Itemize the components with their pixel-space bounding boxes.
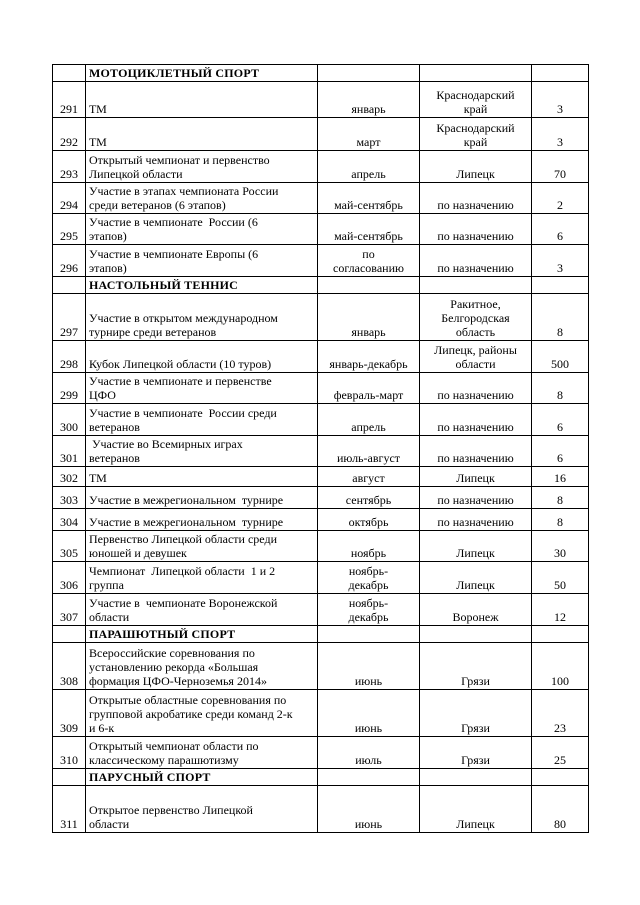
event-place-line: Грязи: [461, 753, 490, 767]
event-date: [318, 214, 420, 245]
participant-count: 6: [532, 404, 589, 436]
event-name-line: турнире среди ветеранов: [89, 325, 217, 339]
event-name-line: ТМ: [89, 471, 107, 485]
event-place: [420, 294, 532, 341]
event-date-line: ноябрь: [350, 546, 387, 560]
table-row: [53, 82, 589, 118]
row-number: 300: [53, 404, 86, 436]
table-row: [53, 404, 589, 436]
participant-count: 80: [532, 786, 589, 833]
row-number: 302: [53, 467, 86, 487]
table-row: [53, 737, 589, 769]
event-date: [318, 82, 420, 118]
event-place-line: Краснодарский: [436, 121, 515, 135]
event-date-line: май-сентябрь: [334, 229, 403, 243]
event-name: [86, 594, 318, 626]
event-name-line: Участие в чемпионате России (6: [89, 215, 258, 229]
event-place: [420, 404, 532, 436]
event-name-line: ветеранов: [89, 420, 140, 434]
event-place-line: Липецк: [456, 817, 495, 831]
participant-count: 500: [532, 341, 589, 373]
row-number: 297: [53, 294, 86, 341]
table-row: [53, 436, 589, 467]
event-name: [86, 245, 318, 277]
event-name-line: этапов): [89, 261, 127, 275]
event-name-line: Участие в межрегиональном турнире: [89, 493, 284, 507]
event-place-line: по назначению: [437, 198, 514, 212]
table-row: [53, 214, 589, 245]
event-place: [420, 562, 532, 594]
event-date: [318, 404, 420, 436]
event-place-line: Липецк: [456, 546, 495, 560]
row-number: 308: [53, 643, 86, 690]
event-place: [420, 214, 532, 245]
event-date-line: июнь: [354, 674, 383, 688]
row-number: 307: [53, 594, 86, 626]
table-row: [53, 151, 589, 183]
place-cell: [420, 65, 532, 82]
table-row: [53, 487, 589, 509]
event-name: [86, 118, 318, 151]
count-cell: [532, 65, 589, 82]
participant-count: 30: [532, 531, 589, 562]
row-number: 311: [53, 786, 86, 833]
event-date: [318, 467, 420, 487]
event-place-line: Белгородская: [441, 311, 510, 325]
section-row: [53, 65, 589, 82]
event-name-line: Липецкой области: [89, 167, 183, 181]
table-row: [53, 562, 589, 594]
event-date-line: октябрь: [348, 515, 389, 529]
event-place-line: Липецк: [456, 471, 495, 485]
event-place-line: по назначению: [437, 420, 514, 434]
event-place: [420, 245, 532, 277]
event-place-line: Грязи: [461, 674, 490, 688]
event-date-line: июль-август: [336, 451, 401, 465]
date-cell: [318, 626, 420, 643]
event-place: [420, 509, 532, 531]
event-name-line: ТМ: [89, 102, 107, 116]
row-number: 309: [53, 690, 86, 737]
event-name: [86, 183, 318, 214]
event-date: [318, 118, 420, 151]
event-name: [86, 737, 318, 769]
event-name-line: Участие в чемпионате Воронежской: [89, 596, 278, 610]
participant-count: 3: [532, 245, 589, 277]
schedule-table: [52, 64, 589, 833]
participant-count: 8: [532, 294, 589, 341]
event-place: [420, 151, 532, 183]
count-cell: [532, 277, 589, 294]
event-name-line: области: [89, 610, 130, 624]
participant-count: 100: [532, 643, 589, 690]
event-place-line: край: [463, 135, 488, 149]
event-place: [420, 118, 532, 151]
table-row: [53, 467, 589, 487]
event-name-line: Чемпионат Липецкой области 1 и 2: [89, 564, 276, 578]
event-date: [318, 509, 420, 531]
event-place: [420, 643, 532, 690]
event-date-line: декабрь: [348, 610, 389, 624]
event-place-line: Липецк, районы: [434, 343, 517, 357]
count-cell: [532, 626, 589, 643]
participant-count: 6: [532, 214, 589, 245]
participant-count: 3: [532, 82, 589, 118]
event-date-line: сентябрь: [345, 493, 392, 507]
event-name: [86, 151, 318, 183]
participant-count: 23: [532, 690, 589, 737]
table-row: [53, 118, 589, 151]
event-date-line: май-сентябрь: [334, 198, 403, 212]
event-name: [86, 404, 318, 436]
event-place: [420, 436, 532, 467]
section-row: [53, 769, 589, 786]
event-date-line: согласованию: [333, 261, 404, 275]
row-number-cell: [53, 65, 86, 82]
event-place: [420, 341, 532, 373]
participant-count: 16: [532, 467, 589, 487]
event-date: [318, 531, 420, 562]
event-date: [318, 786, 420, 833]
event-date-line: апрель: [351, 420, 386, 434]
event-place-line: Воронеж: [452, 610, 499, 624]
row-number: 299: [53, 373, 86, 404]
table-row: [53, 183, 589, 214]
row-number-cell: [53, 277, 86, 294]
event-place-line: край: [463, 102, 488, 116]
event-place: [420, 373, 532, 404]
table-row: [53, 690, 589, 737]
table-row: [53, 509, 589, 531]
event-name: [86, 786, 318, 833]
section-row: [53, 626, 589, 643]
row-number: 293: [53, 151, 86, 183]
event-place: [420, 467, 532, 487]
event-name-line: Открытое первенство Липецкой: [89, 803, 253, 817]
event-date: [318, 341, 420, 373]
participant-count: 3: [532, 118, 589, 151]
event-place-line: области: [455, 357, 496, 371]
event-place-line: по назначению: [437, 261, 514, 275]
event-place-line: по назначению: [437, 451, 514, 465]
event-name-line: ЦФО: [89, 388, 116, 402]
event-name: [86, 373, 318, 404]
event-name: [86, 294, 318, 341]
event-place: [420, 183, 532, 214]
event-name-line: Участие в чемпионате Европы (6: [89, 247, 259, 261]
event-date-line: ноябрь-: [348, 564, 389, 578]
event-name-line: среди ветеранов (6 этапов): [89, 198, 226, 212]
participant-count: 70: [532, 151, 589, 183]
participant-count: 50: [532, 562, 589, 594]
participant-count: 25: [532, 737, 589, 769]
event-date-line: июнь: [354, 817, 383, 831]
event-name: [86, 82, 318, 118]
section-title: ПАРАШЮТНЫЙ СПОРТ: [86, 626, 318, 643]
event-date: [318, 690, 420, 737]
participant-count: 6: [532, 436, 589, 467]
event-date: [318, 436, 420, 467]
date-cell: [318, 277, 420, 294]
event-name-line: юношей и девушек: [89, 546, 187, 560]
event-date: [318, 373, 420, 404]
event-name-line: Участие в открытом международном: [89, 311, 278, 325]
event-date-line: январь: [351, 325, 386, 339]
event-place: [420, 737, 532, 769]
event-name-line: ветеранов: [89, 451, 140, 465]
event-date: [318, 643, 420, 690]
row-number: 306: [53, 562, 86, 594]
event-place: [420, 82, 532, 118]
event-date: [318, 294, 420, 341]
section-title: МОТОЦИКЛЕТНЫЙ СПОРТ: [86, 65, 318, 82]
table-row: [53, 294, 589, 341]
event-name-line: и 6-к: [89, 721, 115, 735]
event-name-line: групповой акробатике среди команд 2-к: [89, 707, 293, 721]
place-cell: [420, 277, 532, 294]
participant-count: 8: [532, 487, 589, 509]
event-date-line: июнь: [354, 721, 383, 735]
participant-count: 8: [532, 373, 589, 404]
row-number: 295: [53, 214, 86, 245]
event-place-line: по назначению: [437, 515, 514, 529]
event-name: [86, 531, 318, 562]
event-name-line: Участие в чемпионате России среди: [89, 406, 277, 420]
event-place: [420, 594, 532, 626]
event-date-line: апрель: [351, 167, 386, 181]
row-number: 291: [53, 82, 86, 118]
event-name-line: Открытый чемпионат и первенство: [89, 153, 270, 167]
event-place: [420, 690, 532, 737]
event-date-line: январь-декабрь: [329, 357, 408, 371]
row-number: 310: [53, 737, 86, 769]
row-number: 294: [53, 183, 86, 214]
event-date-line: январь: [351, 102, 386, 116]
event-place-line: Липецк: [456, 167, 495, 181]
event-name-line: Участие во Всемирных играх: [89, 437, 243, 451]
event-place: [420, 487, 532, 509]
event-date-line: ноябрь-: [348, 596, 389, 610]
event-name-line: Открытый чемпионат области по: [89, 739, 259, 753]
table-row: [53, 594, 589, 626]
event-place: [420, 786, 532, 833]
event-name-line: Всероссийские соревнования по: [89, 646, 255, 660]
event-date: [318, 594, 420, 626]
event-name: [86, 562, 318, 594]
row-number: 304: [53, 509, 86, 531]
row-number: 301: [53, 436, 86, 467]
event-name-line: группа: [89, 578, 124, 592]
event-place-line: по назначению: [437, 388, 514, 402]
row-number: 292: [53, 118, 86, 151]
event-name-line: Участие в этапах чемпионата России: [89, 184, 279, 198]
event-name-line: Открытые областные соревнования по: [89, 693, 287, 707]
event-name-line: формация ЦФО-Черноземья 2014»: [89, 674, 267, 688]
table-row: [53, 531, 589, 562]
event-name-line: этапов): [89, 229, 127, 243]
event-date: [318, 245, 420, 277]
section-title: ПАРУСНЫЙ СПОРТ: [86, 769, 318, 786]
section-title: НАСТОЛЬНЫЙ ТЕННИС: [86, 277, 318, 294]
event-name: [86, 509, 318, 531]
row-number-cell: [53, 769, 86, 786]
event-name-line: области: [89, 817, 130, 831]
place-cell: [420, 769, 532, 786]
date-cell: [318, 65, 420, 82]
event-name-line: Кубок Липецкой области (10 туров): [89, 357, 272, 371]
event-place-line: область: [455, 325, 496, 339]
count-cell: [532, 769, 589, 786]
table-row: [53, 341, 589, 373]
event-date: [318, 487, 420, 509]
participant-count: 8: [532, 509, 589, 531]
event-date: [318, 737, 420, 769]
date-cell: [318, 769, 420, 786]
event-date: [318, 151, 420, 183]
event-name: [86, 690, 318, 737]
event-place-line: Ракитное,: [450, 297, 501, 311]
schedule-table-body: [53, 65, 589, 833]
event-name: [86, 214, 318, 245]
table-row: [53, 786, 589, 833]
event-date: [318, 183, 420, 214]
event-name-line: Участие в чемпионате и первенстве: [89, 374, 272, 388]
event-place-line: Краснодарский: [436, 88, 515, 102]
event-date-line: август: [352, 471, 385, 485]
event-name: [86, 643, 318, 690]
event-date-line: по: [362, 247, 375, 261]
event-place-line: Грязи: [461, 721, 490, 735]
row-number: 298: [53, 341, 86, 373]
event-place-line: Липецк: [456, 578, 495, 592]
event-name-line: Участие в межрегиональном турнире: [89, 515, 284, 529]
event-name-line: Первенство Липецкой области среди: [89, 532, 277, 546]
place-cell: [420, 626, 532, 643]
row-number-cell: [53, 626, 86, 643]
event-place: [420, 531, 532, 562]
event-name: [86, 467, 318, 487]
event-date-line: февраль-март: [333, 388, 404, 402]
event-name-line: классическому парашютизму: [89, 753, 239, 767]
event-name: [86, 487, 318, 509]
event-place-line: по назначению: [437, 493, 514, 507]
event-name: [86, 341, 318, 373]
participant-count: 12: [532, 594, 589, 626]
table-row: [53, 643, 589, 690]
event-name: [86, 436, 318, 467]
event-name-line: установлению рекорда «Большая: [89, 660, 259, 674]
row-number: 303: [53, 487, 86, 509]
table-row: [53, 245, 589, 277]
event-date-line: март: [356, 135, 381, 149]
section-row: [53, 277, 589, 294]
event-date: [318, 562, 420, 594]
event-date-line: июль: [355, 753, 382, 767]
row-number: 305: [53, 531, 86, 562]
table-row: [53, 373, 589, 404]
event-name-line: ТМ: [89, 135, 107, 149]
participant-count: 2: [532, 183, 589, 214]
event-date-line: декабрь: [348, 578, 389, 592]
row-number: 296: [53, 245, 86, 277]
event-place-line: по назначению: [437, 229, 514, 243]
